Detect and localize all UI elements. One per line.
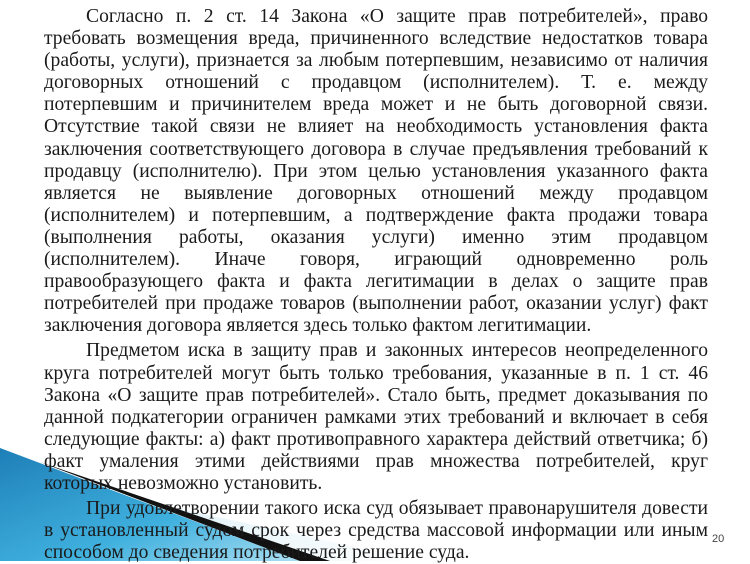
text-line: в установленный судом срок через средства массовой информации или иным xyxy=(44,520,708,542)
paragraph-3 xyxy=(44,498,708,564)
text-line: Предметом иска в защиту прав и законных интересов неопределенного xyxy=(86,340,708,362)
text-line: следующие факты: а) факт противоправного характера действий ответчика; б) xyxy=(44,428,708,450)
paragraph-1 xyxy=(44,6,708,337)
text-line: Отсутствие такой связи не влияет на необходимость установления факта xyxy=(44,116,708,138)
text-line: способом до сведения потребителей решение суда. xyxy=(44,542,470,564)
text-line: При удовлетворении такого иска суд обязывает правонарушителя довести xyxy=(86,498,708,520)
text-line: (исполнителем) и потерпевшим, а подтверждение факта продажи товара xyxy=(44,204,708,226)
text-line: продавцу (исполнителю). При этом целью установления указанного факта xyxy=(44,160,708,182)
text-line: потребителей при продаже товаров (выполнении работ, оказании услуг) факт xyxy=(44,293,708,315)
slide-body xyxy=(44,6,708,564)
text-line: (выполнения работы, оказания услуги) именно этим продавцом xyxy=(44,226,708,248)
text-line: Согласно п. 2 ст. 14 Закона «О защите прав потребителей», право xyxy=(86,6,708,27)
text-line: правообразующего факта и факта легитимации в делах о защите прав xyxy=(44,271,708,293)
text-line: договорных отношений с продавцом (исполнителем). Т. е. между xyxy=(44,72,708,94)
text-line: заключения договора является здесь только фактом легитимации. xyxy=(44,315,592,337)
text-line: круга потребителей могут быть только требования, указанные в п. 1 ст. 46 xyxy=(44,362,708,384)
text-line: факт умаления этими действиями прав множества потребителей, круг xyxy=(44,450,708,472)
text-line: данной подкатегории ограничен рамками этих требований и включает в себя xyxy=(44,406,708,428)
text-line: (работы, услуги), признается за любым потерпевшим, независимо от наличия xyxy=(44,50,708,72)
text-line: потерпевшим и причинителем вреда может и не быть договорной связи. xyxy=(44,94,708,116)
text-line: которых невозможно установить. xyxy=(44,472,323,494)
text-line: (исполнителем). Иначе говоря, играющий одновременно роль xyxy=(44,249,708,271)
text-line: является не выявление договорных отношений между продавцом xyxy=(44,182,708,204)
text-line: Закона «О защите прав потребителей». Стало быть, предмет доказывания по xyxy=(44,384,708,406)
text-line: требовать возмещения вреда, причиненного вследствие недостатков товара xyxy=(44,28,708,50)
paragraph-2 xyxy=(44,340,708,495)
text-line: заключения соответствующего договора в случае предъявления требований к xyxy=(44,138,708,160)
page-number: 20 xyxy=(712,533,725,545)
